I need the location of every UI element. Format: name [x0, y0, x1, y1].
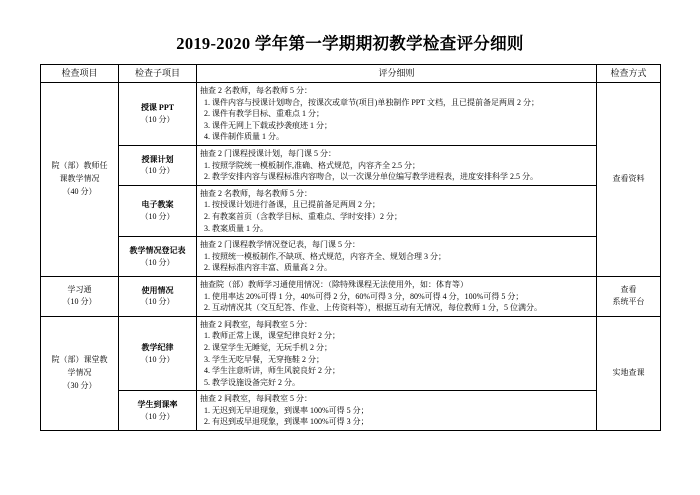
subitem-points: （10 分）: [140, 411, 175, 421]
subitem-points: （10 分）: [140, 354, 175, 364]
subitem-points: （10 分）: [140, 115, 175, 125]
table-header-row: [41, 65, 661, 83]
detail-line: 1. 无迟到无早退现象，到课率 100%可得 5 分；: [204, 405, 369, 415]
detail-line: 2. 课件有教学目标、重难点 1 分；: [204, 109, 324, 119]
detail-cell: [197, 237, 597, 277]
detail-line: 抽查院（部）教师学习通使用情况：（除特殊课程无法使用外，如：体育等）: [200, 279, 468, 289]
table-row: [41, 185, 661, 236]
detail-line: 1. 课件内容与授课计划吻合，按课次或章节(项目)单独制作 PPT 文档，且已提前备足两周 2 分；: [204, 97, 539, 107]
detail-line: 抽查 2 名教师，每名教师 5 分：: [200, 86, 312, 96]
subitem-points: （10 分）: [140, 297, 175, 307]
detail-line: 1. 按照学院统一模板制作,准确、格式规范，内容齐全 2.5 分；: [204, 160, 420, 170]
table-row: [41, 391, 661, 431]
header-cell-subitem: 检查子项目: [119, 65, 197, 83]
detail-line: 4. 课件制作质量 1 分。: [204, 132, 284, 142]
subitem-cell: [119, 146, 197, 186]
subitem-points: （10 分）: [140, 166, 175, 176]
subitem-name: 教学纪律: [141, 342, 174, 352]
detail-line: 抽查 2 名教师，每名教师 5 分：: [200, 188, 312, 198]
detail-line: 2. 有教案首页（含教学目标、重难点、学时安排）2 分；: [204, 211, 402, 221]
detail-line: 3. 学生无吃早餐，无穿拖鞋 2 分；: [204, 354, 324, 364]
subitem-cell: [119, 276, 197, 316]
group-name-line: （40 分）: [62, 186, 97, 196]
detail-line: 3. 课件无网上下载或抄袭痕迹 1 分；: [204, 120, 332, 130]
subitem-points: （10 分）: [140, 211, 175, 221]
method-line: 实地查课: [612, 368, 645, 377]
detail-cell: [197, 83, 597, 146]
detail-cell: [197, 146, 597, 186]
detail-line: 1. 按照统一模板制作,不缺项、格式规范，内容齐全、规划合理 3 分；: [204, 251, 446, 261]
subitem-cell: [119, 391, 197, 431]
detail-line: 抽查 2 间教室，每间教室 5 分：: [200, 394, 312, 404]
subitem-cell: [119, 316, 197, 391]
table-header: [41, 65, 661, 83]
table-body: [41, 83, 661, 431]
detail-line: 1. 教师正常上课，课堂纪律良好 2 分；: [204, 331, 340, 341]
detail-line: 2. 课程标准内容丰富、质量高 2 分。: [204, 263, 332, 273]
method-line: 查看资料: [612, 174, 645, 184]
method-cell: [597, 316, 661, 430]
header-cell-method: 检查方式: [597, 65, 661, 83]
group-name-line: 学情况: [67, 368, 92, 377]
group-name-cell: [41, 316, 119, 430]
detail-line: 抽查 2 门课程授课计划，每门课 5 分：: [200, 149, 336, 159]
table-row: [41, 237, 661, 277]
group-name-line: 院（部）教师任: [51, 161, 108, 171]
method-cell: [597, 276, 661, 316]
detail-cell: [197, 316, 597, 391]
method-line: 系统平台: [612, 297, 645, 307]
table-row: [41, 276, 661, 316]
group-name-cell: [41, 83, 119, 277]
group-name-line: 学习通: [67, 284, 92, 294]
subitem-name: 教学情况登记表: [129, 245, 186, 255]
subitem-name: 使用情况: [141, 285, 174, 295]
detail-line: 1. 使用率达 20%可得 1 分，40%可得 2 分，60%可得 3 分，80%可得 4 分，100%可得 5 分；: [204, 291, 524, 301]
method-line: 查看: [620, 284, 637, 294]
group-name-line: 课教学情况: [59, 174, 100, 184]
header-cell-detail: 评分细则: [197, 65, 597, 83]
header-cell-item: 检查项目: [41, 65, 119, 83]
detail-cell: [197, 276, 597, 316]
detail-line: 1. 按授课计划进行备课，且已提前备足两周 2 分；: [204, 200, 380, 210]
table-row: [41, 83, 661, 146]
detail-line: 抽查 2 门课程教学情况登记表，每门课 5 分：: [200, 240, 360, 250]
detail-line: 2. 有迟到或早退现象，到课率 100%可得 3 分；: [204, 417, 369, 427]
detail-line: 2. 教学安排内容与课程标准内容吻合，以一次课分单位编写教学进程表，进度安排科学 2.5 分。: [204, 172, 538, 182]
group-name-line: （30 分）: [62, 380, 97, 390]
subitem-points: （10 分）: [140, 257, 175, 267]
detail-line: 4. 学生注意听讲，师生风貌良好 2 分；: [204, 366, 340, 376]
group-name-line: （10 分）: [62, 297, 97, 307]
detail-line: 抽查 2 间教室，每间教室 5 分：: [200, 319, 312, 329]
detail-cell: [197, 185, 597, 236]
subitem-cell: [119, 83, 197, 146]
group-name-line: 院（部）课堂教: [51, 355, 108, 365]
table-row: [41, 146, 661, 186]
scoring-rules-table: [40, 64, 661, 431]
subitem-name: 电子教案: [141, 200, 174, 210]
detail-line: 3. 教案质量 1 分。: [204, 223, 268, 233]
method-cell: [597, 83, 661, 277]
detail-line: 5. 教学设施设备完好 2 分。: [204, 377, 300, 387]
subitem-cell: [119, 237, 197, 277]
detail-cell: [197, 391, 597, 431]
subitem-name: 授课 PPT: [140, 103, 175, 113]
detail-line: 2. 课堂学生无睡觉，无玩手机 2 分；: [204, 342, 332, 352]
subitem-cell: [119, 185, 197, 236]
table-row: [41, 316, 661, 391]
detail-line: 2. 互动情况其（交互纪答、作业、上传资料等），根据互动有无情况，每位教师 1 分，5 位满分。: [204, 303, 542, 313]
subitem-name: 学生到课率: [137, 400, 178, 410]
group-name-cell: [41, 276, 119, 316]
page-title: 2019-2020 学年第一学期期初教学检查评分细则: [176, 34, 524, 53]
subitem-name: 授课计划: [141, 154, 174, 164]
